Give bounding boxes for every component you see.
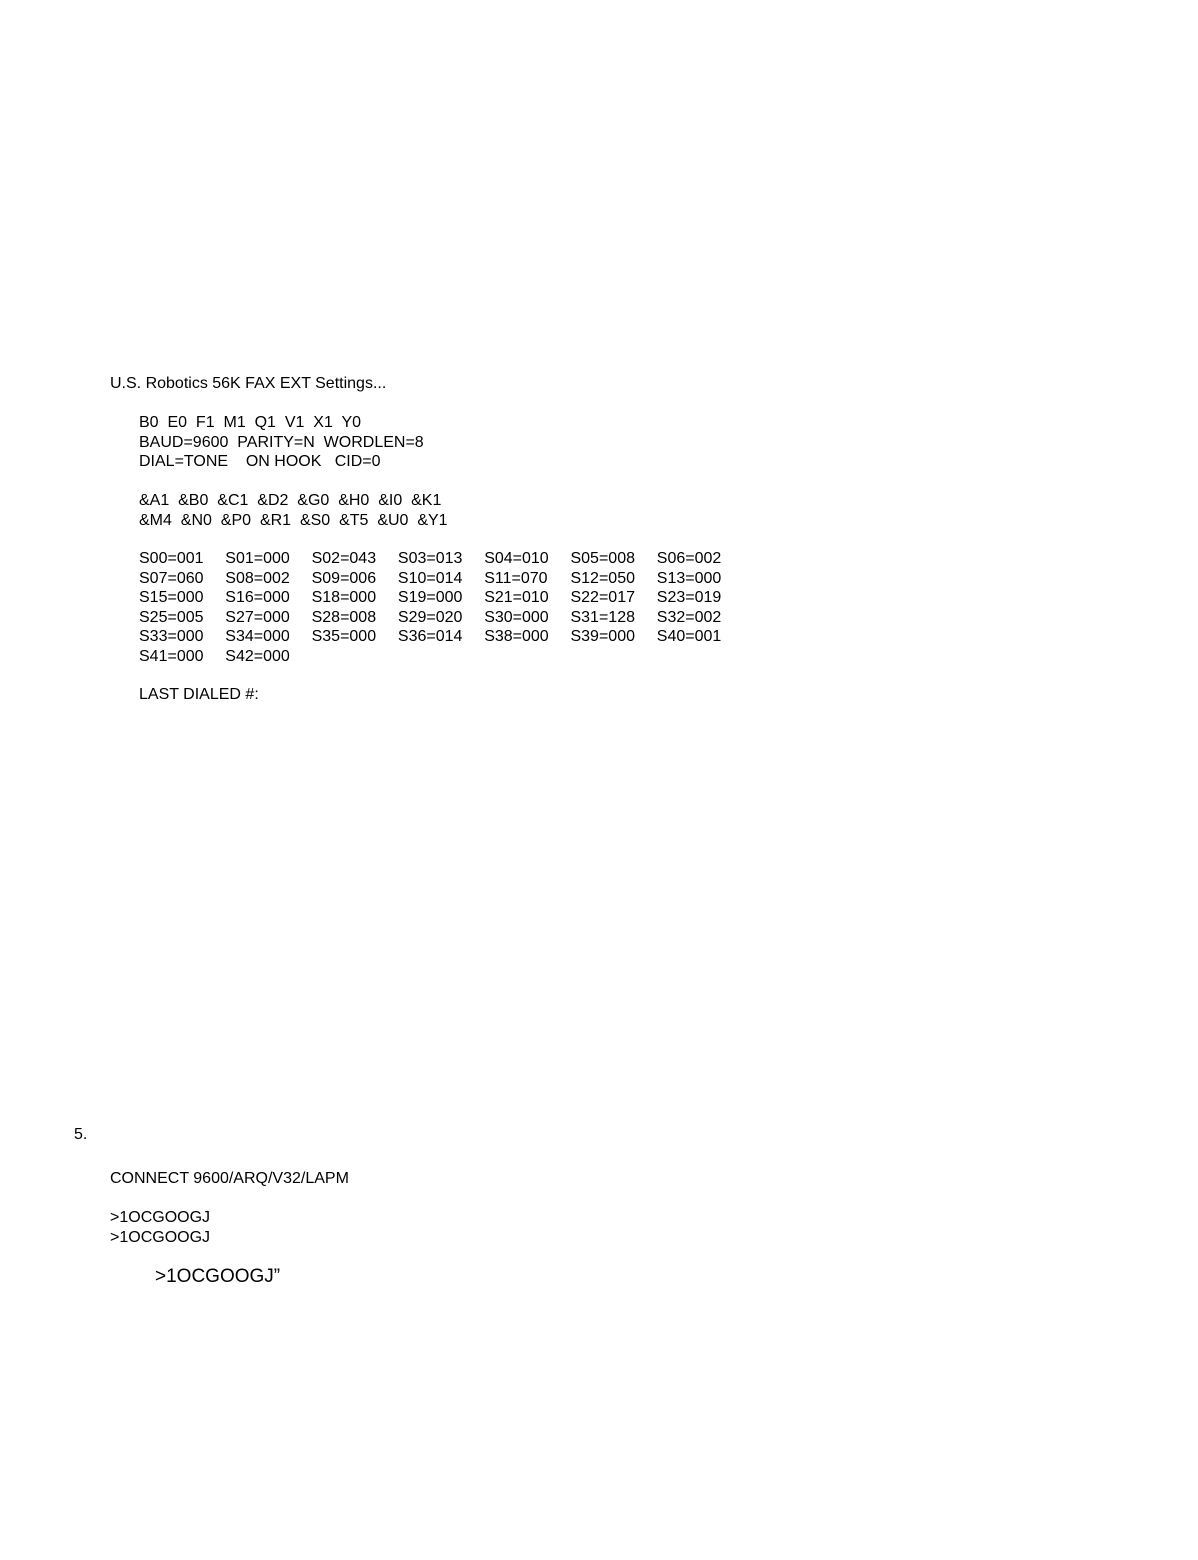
- s-register-cell: S29=020: [397, 608, 463, 626]
- s-register-cell: S27=000: [225, 608, 290, 626]
- s-register-cell: S40=001: [656, 628, 722, 645]
- ampersand-settings: [139, 491, 448, 530]
- basic-settings: [139, 413, 424, 472]
- s-register-cell: S25=005: [139, 608, 204, 626]
- s-register-table: [139, 549, 743, 666]
- s-register-cell: S08=002: [225, 569, 290, 587]
- settings-line: &M4 &N0 &P0 &R1 &S0 &T5 &U0 &Y1: [139, 511, 448, 529]
- response-lines: [110, 1208, 210, 1247]
- s-register-cell: S12=050: [570, 569, 635, 587]
- final-response: >1OCGOOGJ”: [155, 1266, 281, 1287]
- response-line: >1OCGOOGJ: [110, 1228, 211, 1246]
- s-register-cell: S31=128: [570, 608, 635, 626]
- s-register-cell: S00=001: [139, 550, 204, 567]
- settings-line: &A1 &B0 &C1 &D2 &G0 &H0 &I0 &K1: [139, 492, 442, 509]
- s-register-cell: S22=017: [570, 589, 635, 606]
- item-number: 5.: [74, 1126, 88, 1143]
- s-register-cell: S28=008: [311, 608, 377, 626]
- s-register-cell: S04=010: [484, 550, 549, 567]
- s-register-cell: S15=000: [139, 589, 204, 606]
- s-register-cell: S13=000: [656, 569, 722, 587]
- s-register-cell: S32=002: [656, 608, 722, 626]
- s-register-cell: S10=014: [397, 569, 463, 587]
- s-register-cell: S03=013: [397, 550, 463, 567]
- s-register-cell: S42=000: [225, 647, 290, 665]
- s-register-cell: S07=060: [139, 569, 204, 587]
- s-register-row: [139, 647, 743, 667]
- s-register-cell: S19=000: [397, 589, 463, 606]
- connect-line: CONNECT 9600/ARQ/V32/LAPM: [110, 1170, 349, 1187]
- s-register-cell: S05=008: [570, 550, 635, 567]
- s-register-row: [139, 608, 743, 628]
- s-register-cell: S33=000: [139, 628, 204, 645]
- s-register-row: [139, 549, 743, 569]
- settings-line: DIAL=TONE ON HOOK CID=0: [139, 453, 381, 470]
- s-register-cell: S34=000: [225, 628, 290, 645]
- s-register-cell: S41=000: [139, 647, 204, 665]
- s-register-cell: S02=043: [311, 550, 377, 567]
- s-register-cell: S21=010: [484, 589, 549, 606]
- s-register-cell: S38=000: [484, 628, 549, 645]
- response-line: >1OCGOOGJ: [110, 1209, 211, 1226]
- s-register-cell: S35=000: [311, 628, 377, 645]
- s-register-cell: S01=000: [225, 550, 290, 567]
- s-register-row: [139, 588, 743, 608]
- s-register-cell: S16=000: [225, 589, 290, 606]
- s-register-row: [139, 627, 743, 647]
- s-register-cell: S39=000: [570, 628, 635, 645]
- s-register-cell: S18=000: [311, 589, 377, 606]
- last-dialed-label: LAST DIALED #:: [139, 686, 259, 703]
- s-register-row: [139, 569, 743, 589]
- s-register-cell: S06=002: [656, 550, 722, 567]
- settings-title: U.S. Robotics 56K FAX EXT Settings...: [110, 375, 387, 392]
- settings-line: BAUD=9600 PARITY=N WORDLEN=8: [139, 433, 424, 451]
- s-register-cell: S23=019: [656, 589, 722, 606]
- settings-line: B0 E0 F1 M1 Q1 V1 X1 Y0: [139, 414, 362, 431]
- s-register-cell: S30=000: [484, 608, 549, 626]
- s-register-cell: S11=070: [484, 569, 548, 587]
- s-register-cell: S09=006: [311, 569, 377, 587]
- s-register-cell: S36=014: [397, 628, 463, 645]
